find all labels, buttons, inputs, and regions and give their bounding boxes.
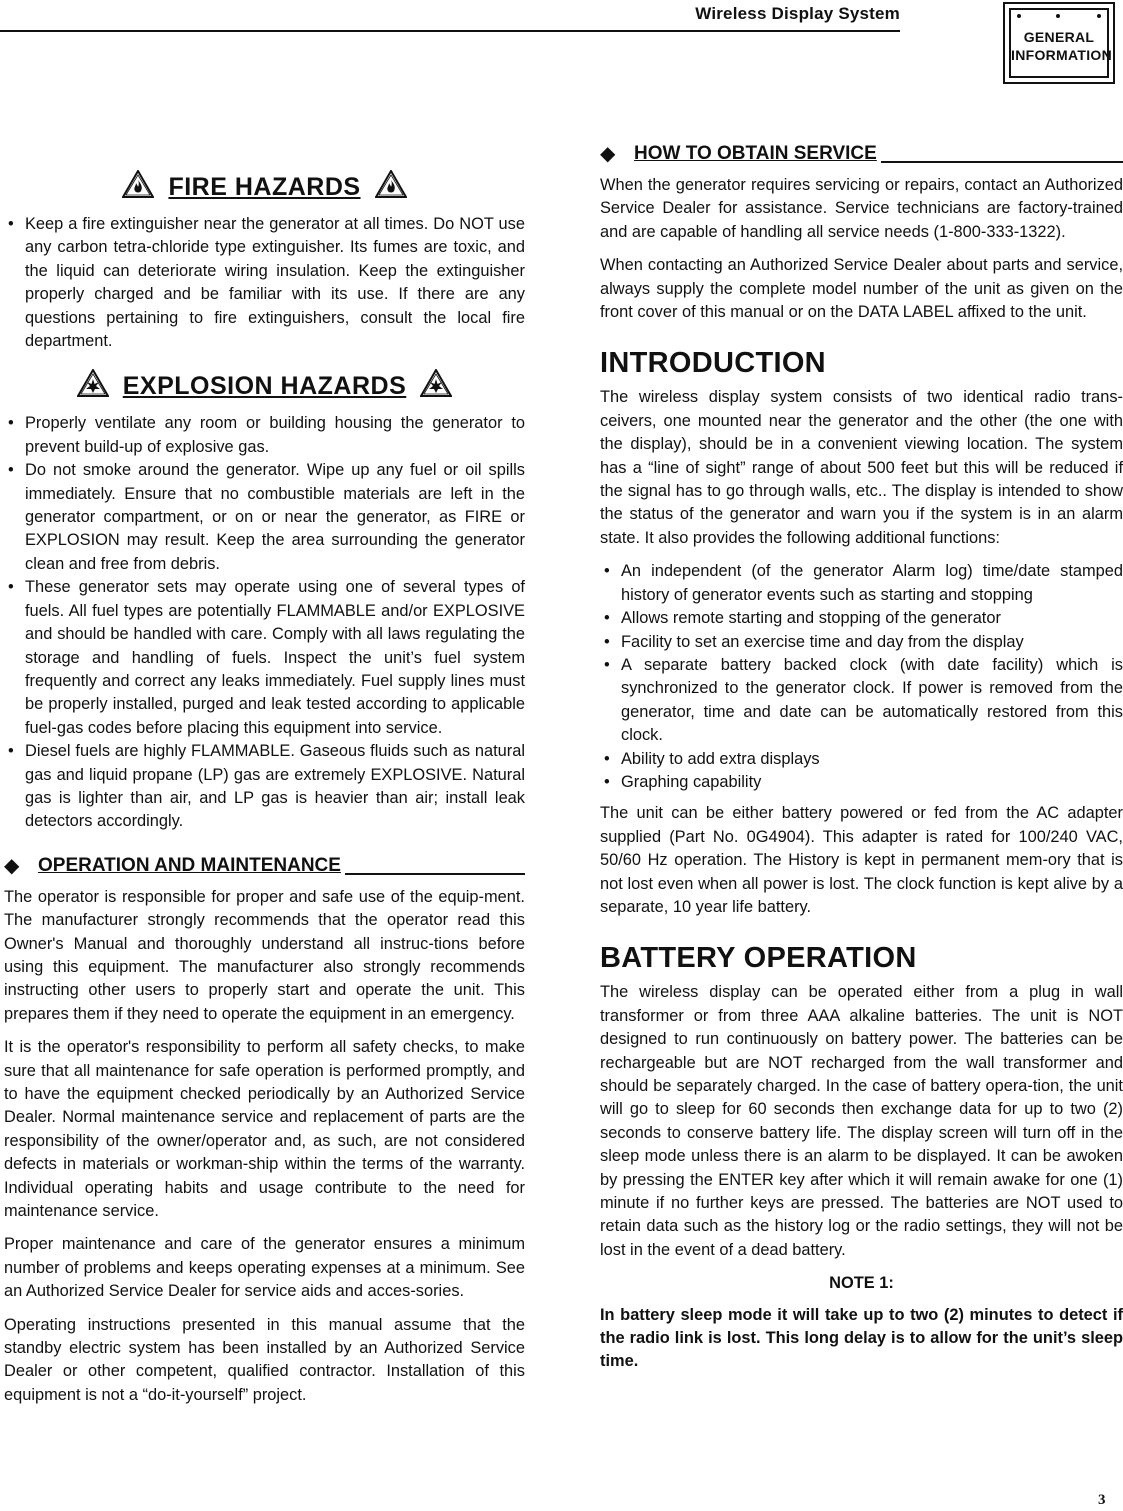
- list-item: • These generator sets may operate using one of several types of fuels. All fuel types are potentially FLAMMABLE and/or EXPLOSIVE and should be handled with care. Comply with all laws regulating the storage and handling of fuels. Inspect the unit’s fuel system frequently and correct any leaks immediately. Fuel supply lines must be properly installed, purged and leak tested according to applicable fuel-gas codes before placing this equipment into service.: [4, 576, 525, 740]
- header-rule: [0, 30, 900, 32]
- running-header: Wireless Display System: [695, 4, 900, 23]
- how-to-obtain-service-title: HOW TO OBTAIN SERVICE: [634, 143, 877, 164]
- heading-rule: [345, 873, 525, 875]
- list-item: • An independent (of the generator Alarm log) time/date stamped history of generator events such as starting and stopping: [600, 560, 1123, 607]
- warning-flame-icon: [375, 170, 407, 205]
- left-column: [4, 170, 525, 1417]
- note-heading: NOTE 1:: [829, 1274, 894, 1293]
- paragraph: The operator is responsible for proper and safe use of the equip-ment. The manufacturer strongly recommends that the operator read this Owner's Manual and thoroughly understand all instruc-tions before using this equipment. The manufacturer also strongly recommends instructing other users to properly start and operate the unit. This prepares them if they need to operate the equipment in an emergency.: [4, 887, 525, 1023]
- list-item: • Do not smoke around the generator. Wipe up any fuel or oil spills immediately. Ensure that no combustible materials are left in the generator compartment, or on or near the generator, as FIRE or EXPLOSION may result. Keep the area surrounding the generator clean and free from debris.: [4, 459, 525, 576]
- explosion-hazards-list: [4, 412, 525, 833]
- list-item: • A separate battery backed clock (with date facility) which is synchronized to the generator clock. If power is removed from the generator, time and date can be automatically restored from this clock.: [600, 654, 1123, 748]
- section-badge: [1003, 2, 1115, 84]
- list-item: • Keep a fire extinguisher near the generator at all times. Do NOT use any carbon tetra-chloride type extinguisher. Its fumes are toxic, and the liquid can deteriorate wiring insulation. Keep the extinguisher properly charged and be familiar with its use. If there are any questions pertaining to fire extinguishers, consult the local fire department.: [4, 213, 525, 353]
- fire-hazards-title: FIRE HAZARDS: [168, 173, 361, 201]
- paragraph: Operating instructions presented in this manual assume that the standby electric system has been installed by an Authorized Service Dealer or other competent, qualified contractor. Installation of this equipment is not a “do-it-yourself” project.: [4, 1315, 525, 1404]
- paragraph: When contacting an Authorized Service Dealer about parts and service, always supply the complete model number of the unit as given on the front cover of this manual or on the DATA LABEL affixed to the unit.: [600, 256, 1123, 322]
- badge-rivet-icon: [1097, 14, 1101, 18]
- badge-rivet-icon: [1056, 14, 1060, 18]
- diamond-bullet-icon: ◆: [4, 854, 20, 877]
- paragraph: The wireless display system consists of two identical radio trans-ceivers, one mounted near the generator and the other (the one with the display), should be in a convenient viewing location. The system has a “line of sight” range of about 500 feet but this will be reduced if the signal has to go through walls, etc.. The display is intended to show the status of the generator and warn you if the system is in an alarm state. It also provides the following additional functions:: [600, 388, 1123, 547]
- warning-explosion-icon: [420, 369, 452, 404]
- badge-inner-frame: [1009, 8, 1113, 78]
- list-item: • Graphing capability: [600, 771, 1123, 794]
- operation-maintenance-title: OPERATION AND MAINTENANCE: [38, 854, 341, 876]
- badge-line-2: INFORMATION: [1011, 47, 1113, 63]
- note-text: In battery sleep mode it will take up to two (2) minutes to detect if the radio link is lost. This long delay is to allow for the unit’s sleep time.: [600, 1305, 1123, 1371]
- warning-flame-icon: [122, 170, 154, 205]
- fire-hazards-list: [4, 213, 525, 353]
- how-to-obtain-service-heading: [600, 140, 1123, 166]
- intro-functions-list: [600, 560, 1123, 794]
- paragraph: Proper maintenance and care of the generator ensures a minimum number of problems and keeps operating expenses at a minimum. See an Authorized Service Dealer for service aids and acces-sories.: [4, 1235, 525, 1301]
- list-item: • Ability to add extra displays: [600, 748, 1123, 771]
- paragraph: The wireless display can be operated either from a plug in wall transformer or from three AAA alkaline batteries. The unit is NOT designed to run continuously on battery power. The batteries can be rechargeable but are NOT recharged from the wall transformer and should be separately charged. In the case of battery opera-tion, the unit will go to sleep for 60 seconds then exchange data for up to two (2) seconds to conserve battery life. The display screen will turn off in the sleep mode unless there is an alarm to be displayed. It can be awoken by pressing the ENTER key after which it will remain awake for one (1) minute if no further keys are pressed. The batteries are NOT used to retain data such as the history log or the radio settings, they will not be lost in the event of a dead battery.: [600, 983, 1123, 1259]
- diamond-bullet-icon: ◆: [600, 143, 616, 165]
- operation-maintenance-heading: [4, 852, 525, 878]
- list-item: • Diesel fuels are highly FLAMMABLE. Gaseous fluids such as natural gas and liquid propane (LP) gas are extremely EXPLOSIVE. Natural gas is lighter than air, and LP gas is heavier than air; install leak detectors accordingly.: [4, 740, 525, 834]
- explosion-hazards-title: EXPLOSION HAZARDS: [122, 372, 407, 401]
- badge-rivet-icon: [1017, 14, 1021, 18]
- warning-explosion-icon: [77, 369, 109, 404]
- heading-rule: [881, 161, 1123, 163]
- paragraph: It is the operator's responsibility to perform all safety checks, to make sure that all maintenance for safe operation is performed promptly, and to have the equipment checked periodically by an Authorized Service Dealer. Normal maintenance service and replacement of parts are the responsibility of the owner/operator and, as such, are not considered defects in materials or workman-ship within the terms of the warranty. Individual operating habits and usage contribute to the need for maintenance service.: [4, 1038, 525, 1221]
- explosion-hazards-heading: [4, 369, 525, 404]
- page-number: 3: [1098, 1492, 1106, 1508]
- list-item: • Allows remote starting and stopping of the generator: [600, 607, 1123, 630]
- introduction-heading: INTRODUCTION: [600, 347, 826, 380]
- paragraph: When the generator requires servicing or repairs, contact an Authorized Service Dealer for assistance. Service technicians are factory-trained and are capable of handling all service needs (1-800-333-1322).: [600, 176, 1123, 241]
- list-item: • Facility to set an exercise time and day from the display: [600, 631, 1123, 654]
- list-item: • Properly ventilate any room or building housing the generator to prevent build-up of explosive gas.: [4, 412, 525, 459]
- badge-line-1: GENERAL: [1023, 29, 1095, 45]
- paragraph: The unit can be either battery powered or fed from the AC adapter supplied (Part No. 0G4904). This adapter is rated for 100/240 VAC, 50/60 Hz operation. The History is kept in permanent mem-ory that is not lost even when all power is lost. The clock function is kept alive by a separate, 10 year life battery.: [600, 804, 1123, 916]
- battery-operation-heading: BATTERY OPERATION: [600, 942, 917, 975]
- fire-hazards-heading: [4, 170, 525, 205]
- right-column: [600, 140, 1123, 1384]
- badge-text: [1011, 28, 1113, 64]
